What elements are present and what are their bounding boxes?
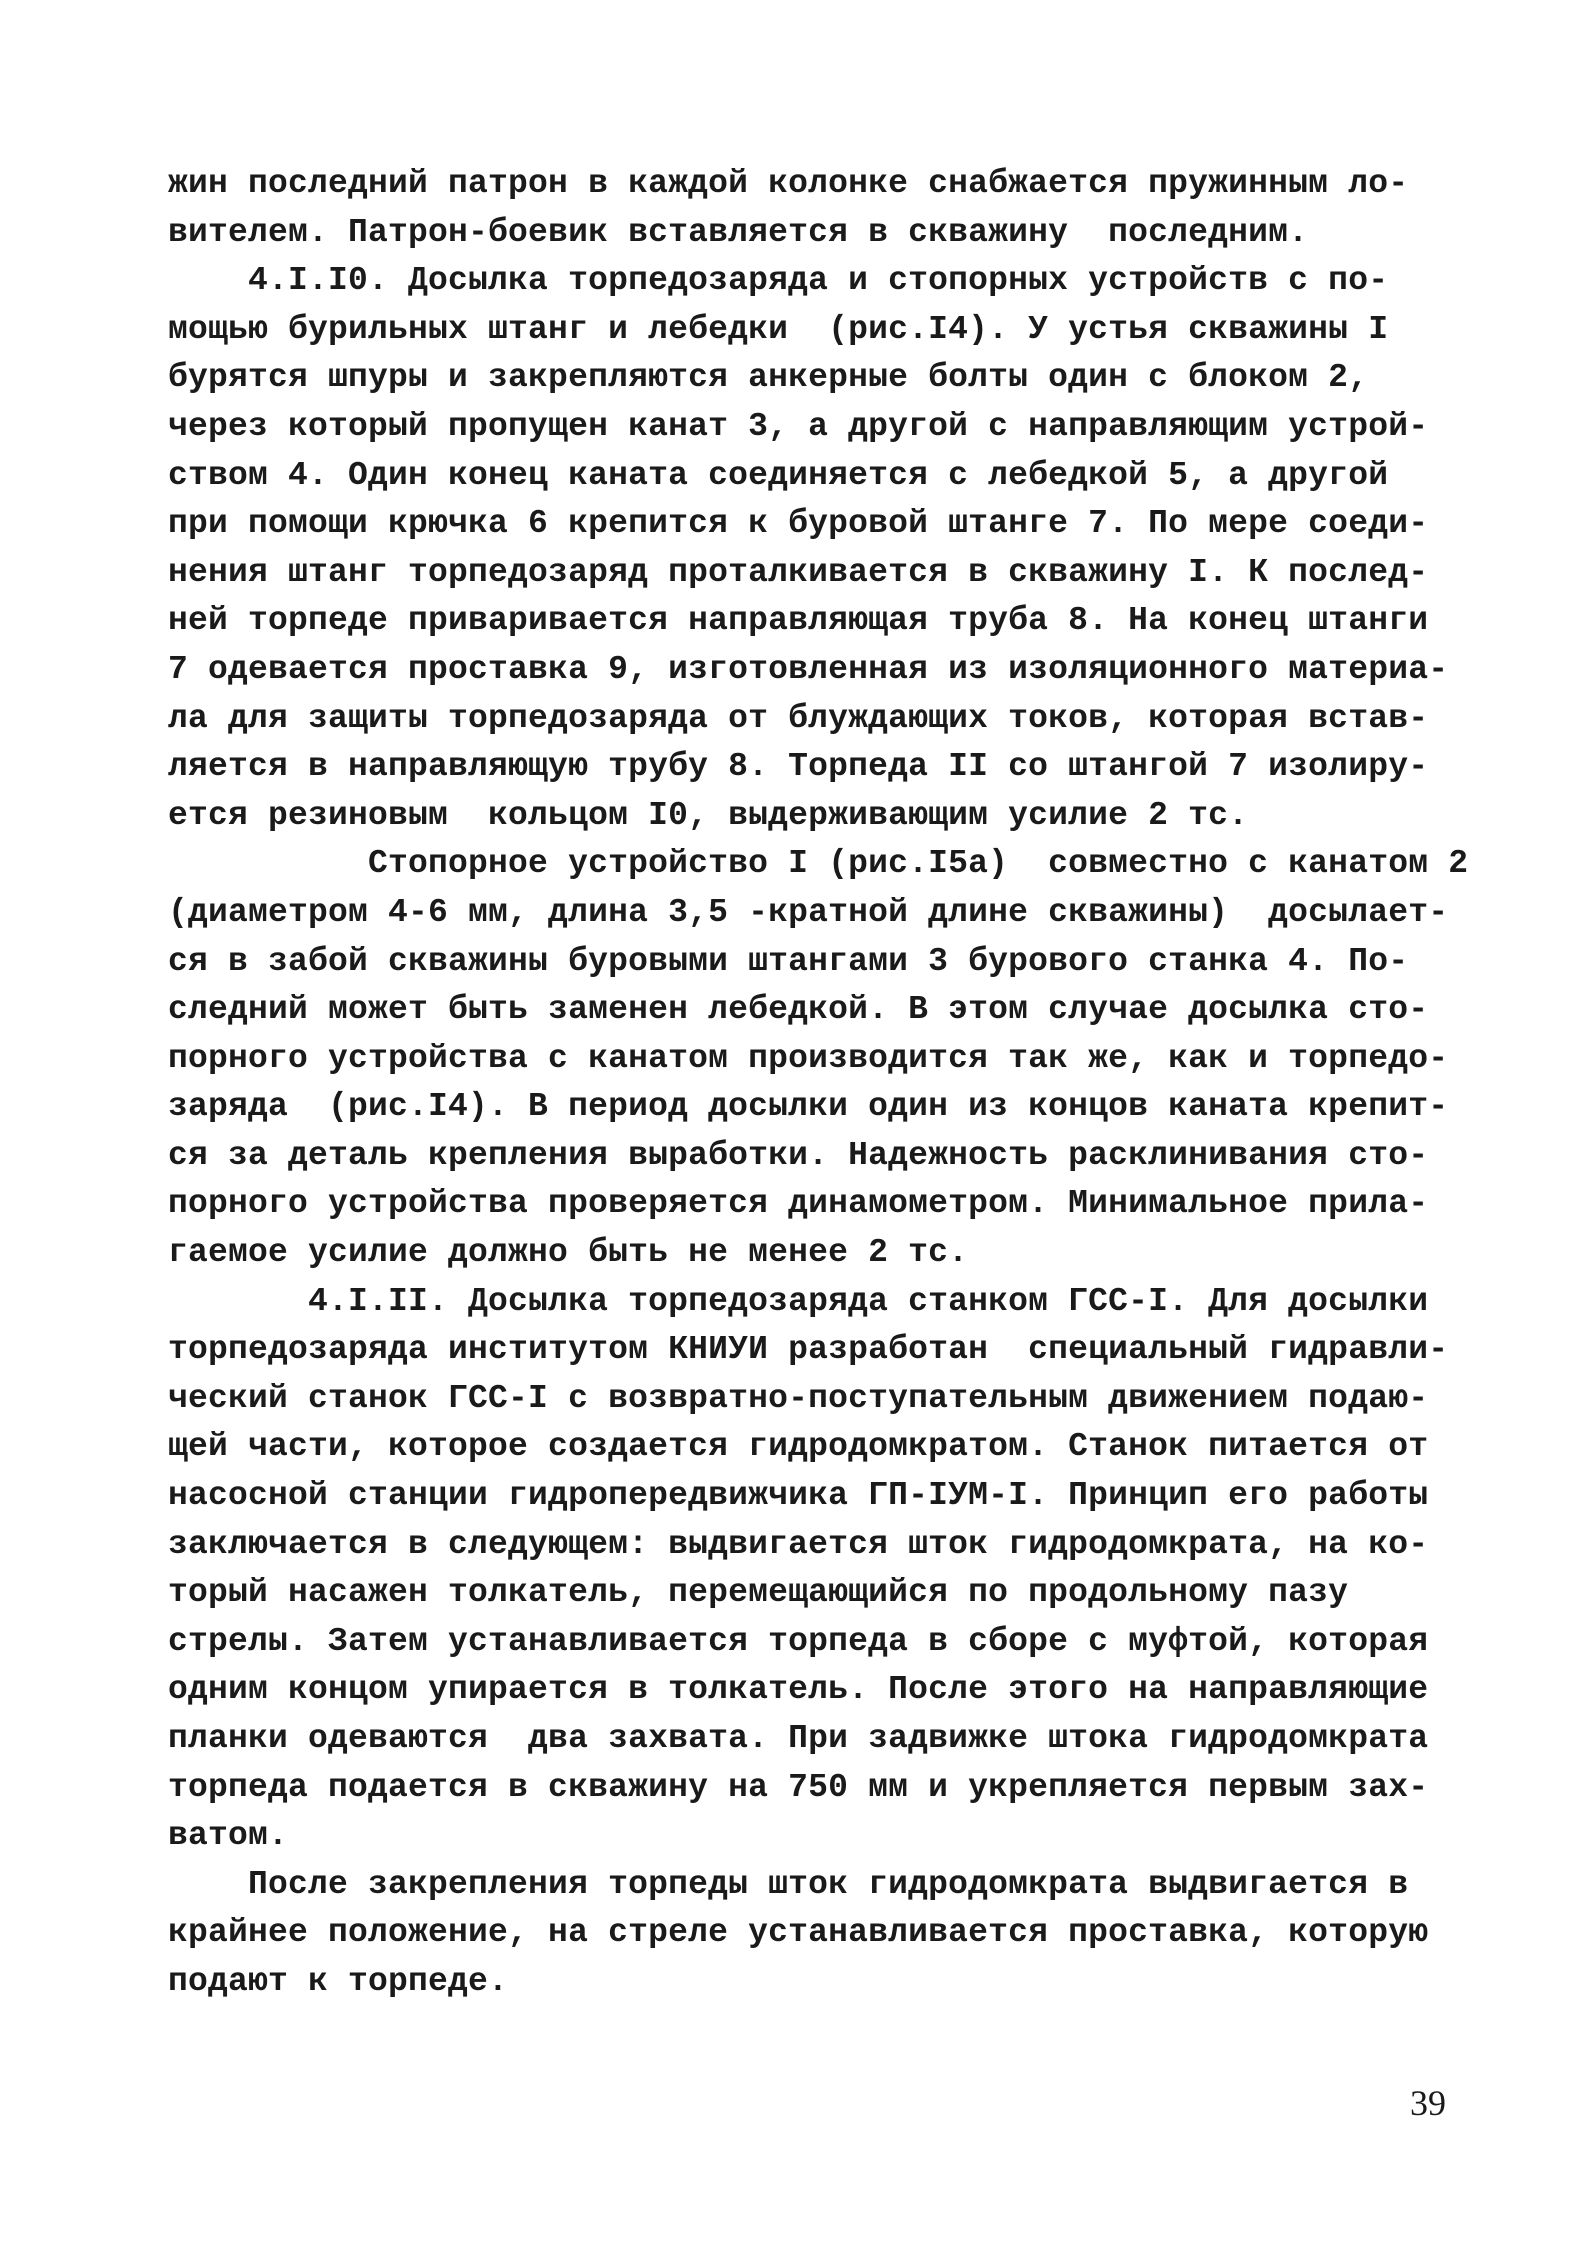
- text-line: жин последний патрон в каждой колонке снабжается пружинным ло-: [168, 165, 1409, 202]
- text-line: 4.I.II. Досылка торпедозаряда станком ГСС-I. Для досылки: [168, 1282, 1429, 1320]
- text-line: насосной станции гидропередвижчика ГП-IУМ-I. Принцип его работы: [168, 1477, 1429, 1515]
- text-line: ся в забой скважины буровыми штангами 3 бурового станка 4. По-: [168, 942, 1409, 980]
- text-line: через который пропущен канат 3, а другой с направляющим устрой-: [168, 407, 1429, 445]
- page-number: 39: [1410, 2083, 1446, 2123]
- text-line: 4.I.I0. Досылка торпедозаряда и стопорных устройств с по-: [168, 262, 1389, 300]
- text-line: После закрепления торпеды шток гидродомкрата выдвигается в: [168, 1865, 1409, 1903]
- text-line: торпеда подается в скважину на 750 мм и укрепляется первым зах-: [168, 1768, 1429, 1806]
- text-line: ся за деталь крепления выработки. Надежность расклинивания сто-: [168, 1136, 1429, 1174]
- text-line: щей части, которое создается гидродомкратом. Станок питается от: [168, 1428, 1429, 1466]
- text-line: следний может быть заменен лебедкой. В этом случае досылка сто-: [168, 991, 1429, 1029]
- text-line: ляется в направляющую трубу 8. Торпеда II со штангой 7 изолиру-: [168, 748, 1429, 786]
- text-line: ством 4. Один конец каната соединяется с лебедкой 5, а другой: [168, 456, 1389, 494]
- text-line: (диаметром 4-6 мм, длина 3,5 -кратной длине скважины) досылает-: [168, 893, 1449, 931]
- text-line: планки одеваются два захвата. При задвижке штока гидродомкрата: [168, 1720, 1429, 1757]
- text-line: торпедозаряда институтом КНИУИ разработан специальный гидравли-: [168, 1331, 1449, 1369]
- text-line: вителем. Патрон-боевик вставляется в скважину последним.: [168, 213, 1309, 251]
- text-line: одним концом упирается в толкатель. После этого на направляющие: [168, 1671, 1429, 1709]
- text-line: мощью бурильных штанг и лебедки (рис.I4). У устья скважины I: [168, 310, 1389, 348]
- text-line: ней торпеде приваривается направляющая труба 8. На конец штанги: [168, 602, 1429, 640]
- text-line: заряда (рис.I4). В период досылки один из концов каната крепит-: [168, 1088, 1449, 1126]
- text-line: ватом.: [168, 1817, 289, 1855]
- text-line: подают к торпеде.: [168, 1962, 509, 2000]
- text-line: гаемое усилие должно быть не менее 2 тс.: [168, 1234, 969, 1272]
- text-line: нения штанг торпедозаряд проталкивается в скважину I. К послед-: [168, 553, 1429, 591]
- text-line: 7 одевается проставка 9, изготовленная из изоляционного материа-: [168, 650, 1449, 688]
- text-line: торый насажен толкатель, перемещающийся по продольному пазу: [168, 1574, 1349, 1612]
- text-line: порного устройства проверяется динамометром. Минимальное прила-: [168, 1185, 1429, 1223]
- text-line: порного устройства с канатом производится так же, как и торпедо-: [168, 1039, 1449, 1077]
- text-line: при помощи крючка 6 крепится к буровой штанге 7. По мере соеди-: [168, 505, 1429, 543]
- text-line: крайнее положение, на стреле устанавливается проставка, которую: [168, 1914, 1429, 1952]
- text-line: бурятся шпуры и закрепляются анкерные болты один с блоком 2,: [168, 359, 1369, 397]
- text-line: стрелы. Затем устанавливается торпеда в сборе с муфтой, которая: [168, 1622, 1429, 1660]
- body-text: [168, 160, 1469, 2007]
- text-line: ла для защиты торпедозаряда от блуждающих токов, которая встав-: [168, 699, 1429, 737]
- text-line: ческий станок ГСС-I с возвратно-поступательным движением подаю-: [168, 1379, 1429, 1417]
- text-line: ется резиновым кольцом I0, выдерживающим усилие 2 тс.: [168, 796, 1249, 834]
- text-line: Стопорное устройство I (рис.I5а) совместно с канатом 2: [168, 845, 1469, 883]
- text-line: заключается в следующем: выдвигается шток гидродомкрата, на ко-: [168, 1525, 1429, 1563]
